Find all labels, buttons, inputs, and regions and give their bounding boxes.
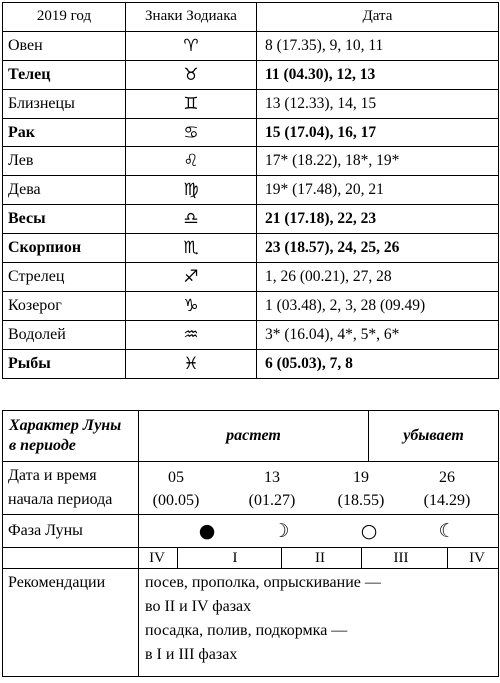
sign-dates: 15 (17.04), 16, 17 (257, 118, 499, 147)
phase-number: IV (469, 550, 485, 566)
sign-dates: 19* (17.48), 20, 21 (257, 176, 499, 205)
period-day: 26 (439, 469, 455, 486)
year-header: 2019 год (3, 3, 126, 32)
sign-name: Водолей (3, 320, 126, 349)
phase-divider (361, 548, 362, 568)
zodiac-row (3, 291, 499, 320)
sign-name: Козерог (3, 291, 126, 320)
growing-phase-label: растет (139, 411, 369, 462)
period-start (402, 466, 492, 512)
signs-header: Знаки Зодиака (126, 3, 257, 32)
sign-dates: 1 (03.48), 2, 3, 28 (09.49) (257, 291, 499, 320)
sign-name: Рак (3, 118, 126, 147)
zodiac-row (3, 320, 499, 349)
sign-dates: 11 (04.30), 12, 13 (257, 60, 499, 89)
last-quarter-moon-icon: ☾ (438, 520, 456, 542)
moon-character-label: Характер Луны в периоде (3, 411, 139, 462)
phase-divider (281, 548, 282, 568)
recommendation-line: посев, прополка, опрыскивание — (145, 574, 381, 591)
sign-dates: 13 (12.33), 14, 15 (257, 89, 499, 118)
zodiac-row (3, 118, 499, 147)
period-dates-label: Дата и время начала периода (3, 462, 139, 515)
zodiac-glyph-icon: ♐︎ (126, 263, 257, 292)
waning-phase-label: убывает (369, 411, 499, 462)
phase-numbers-row (3, 548, 499, 569)
zodiac-glyph-icon: ♊︎ (126, 89, 257, 118)
recommendations-text (139, 569, 499, 677)
zodiac-glyph-icon: ♈︎ (126, 31, 257, 60)
recommendations-row (3, 569, 499, 677)
sign-name: Близнецы (3, 89, 126, 118)
period-start (316, 466, 406, 512)
moon-phase-label: Фаза Луны (3, 515, 139, 548)
zodiac-glyph-icon: ♓︎ (126, 349, 257, 378)
period-dates (139, 462, 498, 514)
period-time: (00.05) (152, 492, 200, 509)
moon-table (2, 410, 499, 677)
period-start (131, 466, 221, 512)
zodiac-row (3, 89, 499, 118)
zodiac-row (3, 263, 499, 292)
phase-numbers (139, 548, 498, 568)
zodiac-row (3, 205, 499, 234)
phase-number: I (232, 550, 238, 566)
recommendation-line: во II и IV фазах (145, 598, 252, 615)
zodiac-glyph-icon: ♑︎ (126, 291, 257, 320)
phase-number: III (393, 550, 409, 566)
sign-dates: 1, 26 (00.21), 27, 28 (257, 263, 499, 292)
first-quarter-moon-icon: ☽ (272, 520, 290, 542)
moon-phase-row (3, 515, 499, 548)
zodiac-row (3, 176, 499, 205)
sign-name: Скорпион (3, 234, 126, 263)
date-header: Дата (257, 3, 499, 32)
period-day: 19 (353, 469, 369, 486)
zodiac-row (3, 147, 499, 176)
phase-divider (447, 548, 448, 568)
zodiac-header-row (3, 3, 499, 32)
zodiac-row (3, 349, 499, 378)
phase-divider (177, 548, 178, 568)
period-start (227, 466, 317, 512)
sign-dates: 17* (18.22), 18*, 19* (257, 147, 499, 176)
full-moon-icon: ○ (360, 520, 378, 542)
phase-number: II (315, 550, 325, 566)
sign-name: Овен (3, 31, 126, 60)
recommendations-label: Рекомендации (3, 569, 139, 677)
sign-name: Телец (3, 60, 126, 89)
period-day: 05 (168, 469, 184, 486)
zodiac-glyph-icon: ♉︎ (126, 60, 257, 89)
sign-dates: 6 (05.03), 7, 8 (257, 349, 499, 378)
sign-dates: 23 (18.57), 24, 25, 26 (257, 234, 499, 263)
zodiac-table (2, 2, 499, 379)
sign-dates: 8 (17.35), 9, 10, 11 (257, 31, 499, 60)
sign-name: Стрелец (3, 263, 126, 292)
zodiac-row (3, 31, 499, 60)
zodiac-glyph-icon: ♌︎ (126, 147, 257, 176)
zodiac-row (3, 60, 499, 89)
zodiac-glyph-icon: ♏︎ (126, 234, 257, 263)
zodiac-glyph-icon: ♎︎ (126, 205, 257, 234)
period-dates-row (3, 462, 499, 515)
phase-number: IV (149, 550, 165, 566)
period-time: (14.29) (423, 492, 471, 509)
sign-name: Лев (3, 147, 126, 176)
period-time: (01.27) (248, 492, 296, 509)
sign-name: Рыбы (3, 349, 126, 378)
zodiac-glyph-icon: ♒︎ (126, 320, 257, 349)
moon-phase-glyphs (139, 515, 498, 547)
new-moon-icon: ● (198, 520, 216, 542)
period-time: (18.55) (337, 492, 385, 509)
zodiac-row (3, 234, 499, 263)
sign-name: Весы (3, 205, 126, 234)
sign-dates: 3* (16.04), 4*, 5*, 6* (257, 320, 499, 349)
zodiac-glyph-icon: ♋︎ (126, 118, 257, 147)
sign-dates: 21 (17.18), 22, 23 (257, 205, 499, 234)
sign-name: Дева (3, 176, 126, 205)
moon-character-row (3, 411, 499, 462)
recommendation-line: посадка, полив, подкормка — (145, 622, 348, 639)
period-day: 13 (264, 469, 280, 486)
zodiac-glyph-icon: ♍︎ (126, 176, 257, 205)
recommendation-line: в I и III фазах (145, 646, 238, 663)
